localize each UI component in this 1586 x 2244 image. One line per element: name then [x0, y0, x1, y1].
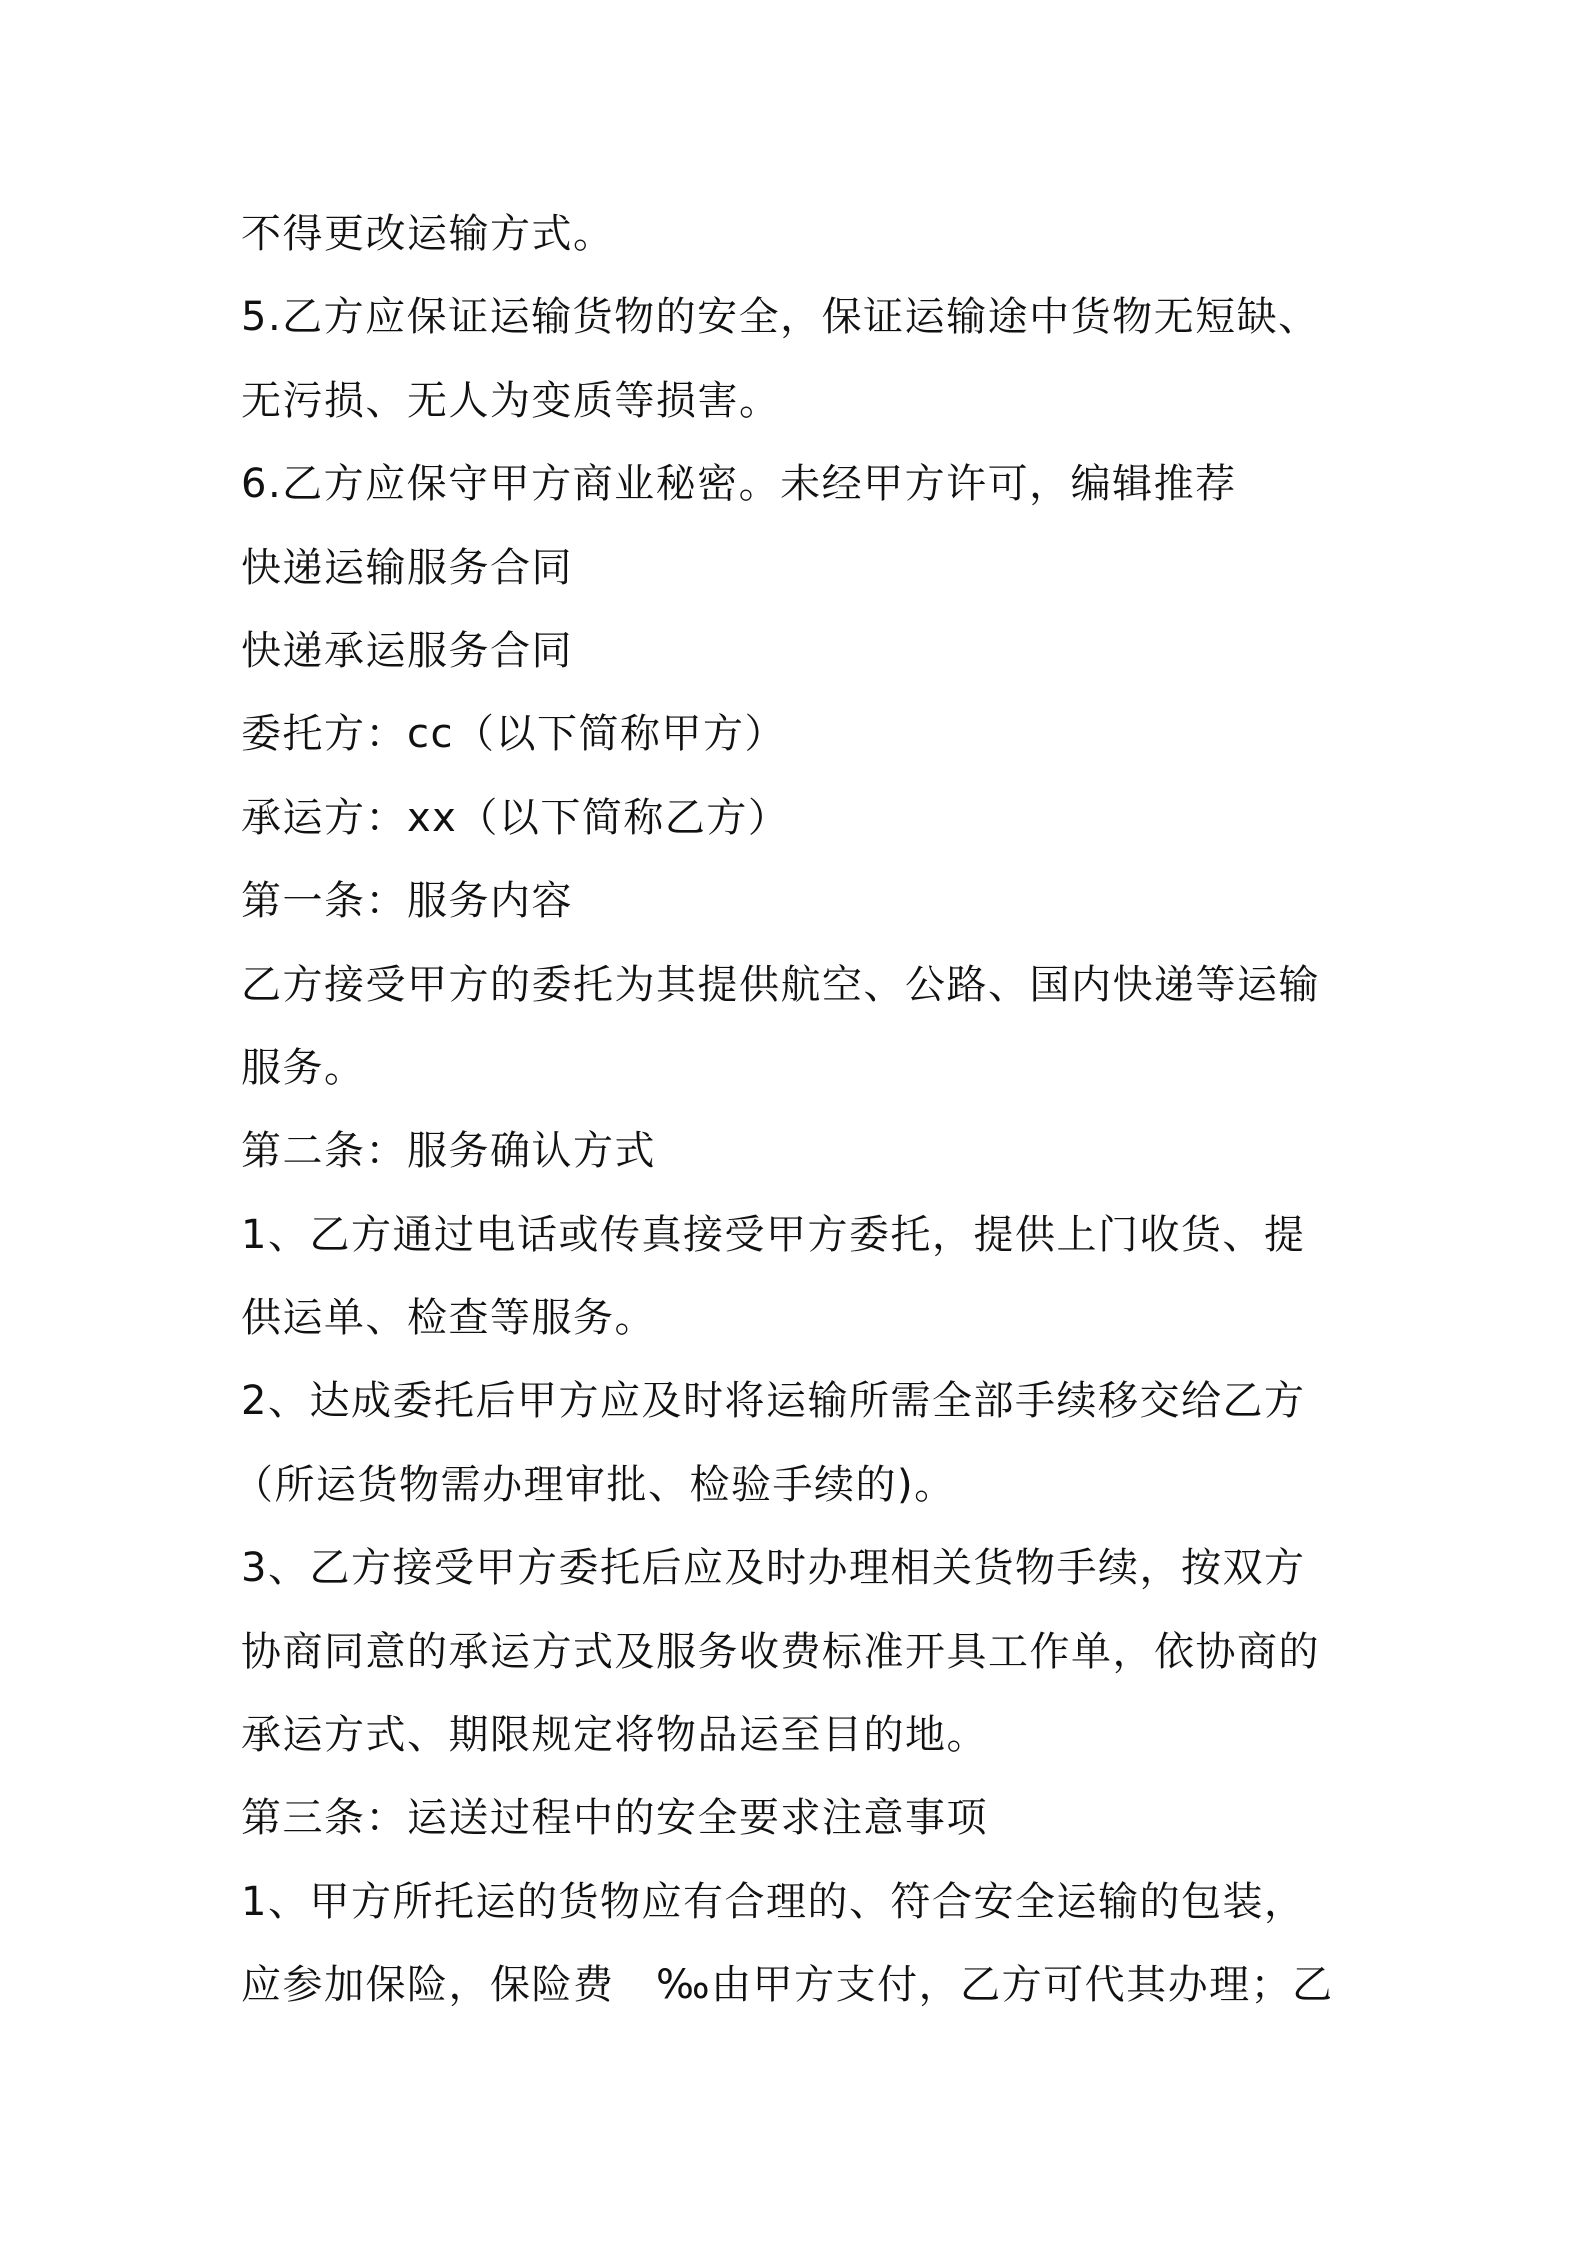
article-1-text-continuation: 服务。: [241, 1044, 366, 1091]
article-3-item-1-continuation: 应参加保险，保险费 ‰由甲方支付，乙方可代其办理；乙: [241, 1962, 1334, 2009]
article-2-item-3-continuation-1: 协商同意的承运方式及服务收费标准开具工作单，依协商的: [241, 1628, 1320, 1675]
article-1-heading: 第一条：服务内容: [241, 878, 573, 925]
article-2-heading: 第二条：服务确认方式: [241, 1128, 656, 1175]
article-3-item-1: 1、甲方所托运的货物应有合理的、符合安全运输的包装，: [241, 1878, 1306, 1925]
paragraph-line: 不得更改运输方式。: [241, 211, 615, 257]
clause-6-line: 6.乙方应保守甲方商业秘密。未经甲方许可，编辑推荐: [241, 461, 1237, 508]
article-3-heading: 第三条：运送过程中的安全要求注意事项: [241, 1795, 988, 1842]
article-2-item-3: 3、乙方接受甲方委托后应及时办理相关货物手续，按双方: [241, 1545, 1306, 1592]
article-2-item-2: 2、达成委托后甲方应及时将运输所需全部手续移交给乙方: [241, 1378, 1306, 1425]
client-party: 委托方：cc（以下简称甲方）: [241, 711, 786, 758]
clause-5-line: 5.乙方应保证运输货物的安全，保证运输途中货物无短缺、: [241, 294, 1320, 341]
document-body: [233, 193, 1365, 2028]
article-1-text: 乙方接受甲方的委托为其提供航空、公路、国内快递等运输: [241, 961, 1320, 1008]
clause-5-continuation: 无污损、无人为变质等损害。: [241, 377, 781, 424]
carrier-party: 承运方：xx（以下简称乙方）: [241, 794, 790, 841]
contract-title: 快递承运服务合同: [241, 627, 573, 674]
article-2-item-1-continuation: 供运单、检查等服务。: [241, 1295, 656, 1342]
article-2-item-1: 1、乙方通过电话或传真接受甲方委托，提供上门收货、提: [241, 1211, 1306, 1258]
article-2-item-3-continuation-2: 承运方式、期限规定将物品运至目的地。: [241, 1712, 988, 1759]
article-2-item-2-continuation: （所运货物需办理审批、检验手续的)。: [233, 1461, 956, 1508]
recommended-title-1: 快递运输服务合同: [241, 544, 573, 591]
